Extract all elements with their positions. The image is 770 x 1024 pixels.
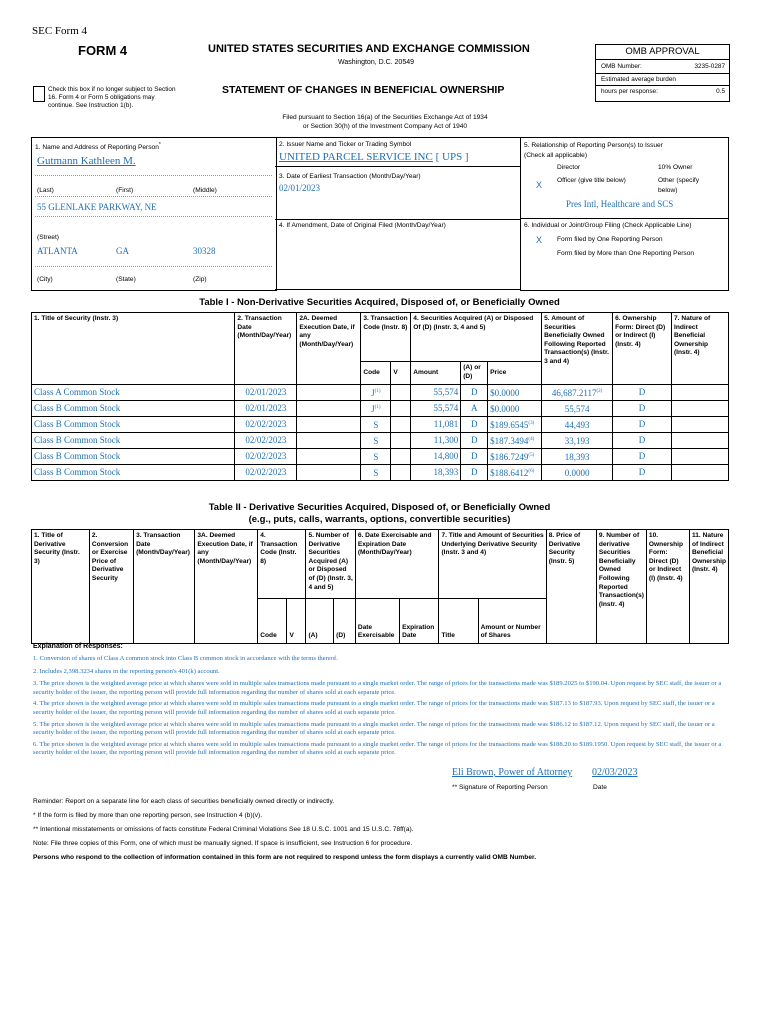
- cell-form-value: D: [638, 435, 646, 446]
- table-row: [32, 385, 729, 401]
- cell-code: [361, 417, 391, 433]
- t1-col-deemed: 2A. Deemed Execution Date, if any (Month/Day/Year): [297, 313, 361, 385]
- cell-owned-value: 46,687.2117: [551, 387, 597, 398]
- footer-reminder: Reminder: Report on a separate line for each class of securities beneficially owned directly or indirectly.: [33, 798, 335, 805]
- cell-owned: [542, 449, 613, 465]
- ten-pct-owner-label: 10% Owner: [658, 164, 693, 171]
- cell-price-value: $0.0000: [490, 387, 520, 398]
- street-label: (Street): [37, 234, 59, 241]
- note-3: 3. The price shown is the weighted average price at which shares were sold in multiple sales transactions made pursuant to a single market order. The range of prices for the transactions made was $189.2025 to $190.04. Upon request by SEC staff, the issuer or a security holder of the issuer, the reporting person will provide full information regarding the number of shares sold at each separate price.: [33, 680, 722, 696]
- cell-empty: [297, 449, 361, 465]
- sec-form-label: SEC Form 4: [32, 25, 88, 37]
- cell-form-value: D: [638, 419, 646, 430]
- cell-title: [32, 385, 235, 401]
- cell-price: [488, 401, 542, 417]
- omb-estimated-label: Estimated average burden: [601, 76, 676, 83]
- one-person-check-mark[interactable]: X: [536, 235, 543, 245]
- city-value: ATLANTA: [37, 246, 78, 256]
- cell-code: [361, 465, 391, 481]
- cell-empty: [297, 433, 361, 449]
- t1-col-nature: 7. Nature of Indirect Beneficial Ownership (Instr. 4): [671, 313, 728, 385]
- t1-col-title: 1. Title of Security (Instr. 3): [32, 313, 235, 385]
- table-2-title-line-1: Table II - Derivative Securities Acquired, Disposed of, or Beneficially Owned: [208, 502, 551, 513]
- cell-amount: [411, 433, 461, 449]
- cell-form: [613, 385, 672, 401]
- t2-col-form: 10. Ownership Form: Direct (D) or Indirect (I) (Instr. 4): [646, 530, 689, 644]
- t1-sub-code: Code: [361, 362, 391, 385]
- cell-owned: [542, 465, 613, 481]
- table-row: [32, 401, 729, 417]
- cell-title: [32, 417, 235, 433]
- statement-title: STATEMENT OF CHANGES IN BENEFICIAL OWNERSHIP: [222, 84, 505, 96]
- state-value: GA: [116, 246, 129, 256]
- cell-ad: [461, 385, 488, 401]
- footnote-ref: (5): [528, 452, 535, 458]
- cell-price: [488, 417, 542, 433]
- cell-price: [488, 433, 542, 449]
- footnote-ref: (6): [528, 468, 535, 474]
- cell-empty: [671, 433, 728, 449]
- table-1: [31, 312, 729, 481]
- t2-sub-v: V: [287, 599, 306, 644]
- t2-col-nature: 11. Nature of Indirect Beneficial Ownership (Instr. 4): [689, 530, 728, 644]
- cell-ad: [461, 401, 488, 417]
- footer-star-2: ** Intentional misstatements or omissions of facts constitute Federal Criminal Violations See 18 U.S.C. 1001 and 15 U.S.C. 78ff(a).: [33, 826, 414, 833]
- t1-sub-price: Price: [488, 362, 542, 385]
- footnote-ref: (1): [374, 388, 381, 394]
- note-6: 6. The price shown is the weighted average price at which shares were sold in multiple sales transactions made pursuant to a single market order. The range of prices for the transactions made was $188.20 to $189.1950. Upon request by SEC staff, the issuer or a security holder of the issuer, the reporting person will provide full information regarding the number of shares sold at each separate price.: [33, 740, 722, 757]
- other-label: Other (specify below): [658, 177, 700, 194]
- t1-col-date: 2. Transaction Date (Month/Day/Year): [235, 313, 297, 385]
- cell-date: [235, 433, 297, 449]
- cell-empty: [297, 401, 361, 417]
- cell-owned: [542, 433, 613, 449]
- date-label: Date: [593, 784, 607, 791]
- table-2-title: [31, 502, 728, 526]
- commission-title: UNITED STATES SECURITIES AND EXCHANGE COMMISSION: [208, 43, 530, 55]
- cell-empty: [671, 417, 728, 433]
- t2-sub-d: (D): [334, 599, 356, 644]
- cell-form: [613, 417, 672, 433]
- cell-date-value: 02/02/2023: [245, 451, 287, 462]
- cell-owned-value: 33,193: [564, 435, 590, 446]
- footer-persons: Persons who respond to the collection of information contained in this form are not required to respond unless the form displays a currently valid OMB Number.: [33, 854, 537, 861]
- signature-name: Eli Brown, Power of Attorney: [452, 767, 573, 778]
- t2-col-price: 8. Price of Derivative Security (Instr. 5): [546, 530, 596, 644]
- footer-note: Note: File three copies of this Form, one of which must be manually signed. If space is insufficient, see Instruction 6 for procedure.: [33, 840, 413, 847]
- cell-form-value: D: [638, 403, 646, 414]
- cell-form: [613, 449, 672, 465]
- cell-date: [235, 417, 297, 433]
- cell-form-value: D: [638, 467, 646, 478]
- cell-code-value: J: [371, 387, 375, 398]
- form-title: FORM 4: [78, 43, 128, 58]
- cell-price-value: $187.3494: [490, 435, 529, 446]
- reporting-person-name: Gutmann Kathleen M.: [37, 155, 136, 167]
- t1-sub-amount: Amount: [411, 362, 461, 385]
- cell-price-value: $188.6412: [490, 467, 529, 478]
- cell-title-value: Class A Common Stock: [34, 387, 120, 398]
- t2-sub-title: Title: [439, 599, 478, 644]
- city-label: (City): [37, 276, 53, 283]
- box-2-label: 2. Issuer Name and Ticker or Trading Symbol: [279, 141, 412, 148]
- cell-empty: [671, 385, 728, 401]
- cell-empty: [391, 417, 411, 433]
- cell-code: [361, 385, 391, 401]
- t2-col-underlying: 7. Title and Amount of Securities Underlying Derivative Security (Instr. 3 and 4): [439, 530, 546, 599]
- filed-pursuant: [200, 113, 570, 131]
- cell-empty: [297, 417, 361, 433]
- cell-owned-value: 55,574: [564, 403, 590, 414]
- footnote-ref: (1): [374, 404, 381, 410]
- t2-sub-code: Code: [258, 599, 287, 644]
- t2-col-owned: 9. Number of derivative Securities Beneficially Owned Following Reported Transaction(s) (Instr. 4): [596, 530, 646, 644]
- cell-code: [361, 401, 391, 417]
- cell-ad: [461, 417, 488, 433]
- omb-approval-box: [595, 44, 730, 102]
- cell-ad: [461, 449, 488, 465]
- note-1: 1. Conversion of shares of Class A common stock into Class B common stock in accordance with the terms thereof.: [33, 655, 338, 662]
- cell-ad-value: D: [470, 419, 478, 430]
- divider: [35, 216, 272, 217]
- earliest-transaction-date: 02/01/2023: [279, 183, 321, 193]
- cell-title: [32, 401, 235, 417]
- t1-col-securities: 4. Securities Acquired (A) or Disposed Of (D) (Instr. 3, 4 and 5): [411, 313, 542, 362]
- officer-label: Officer (give title below): [557, 177, 626, 184]
- cell-form-value: D: [638, 387, 646, 398]
- omb-hours-label: hours per response:: [601, 88, 658, 95]
- cell-amount: [411, 401, 461, 417]
- cell-code-value: S: [373, 467, 379, 478]
- cell-date: [235, 401, 297, 417]
- cell-form: [613, 433, 672, 449]
- cell-ad-value: D: [470, 467, 478, 478]
- footnote-ref: (2): [596, 388, 603, 394]
- table-row: [32, 465, 729, 481]
- more-persons-label: Form filed by More than One Reporting Person: [557, 250, 695, 257]
- cell-amount-value: 55,574: [433, 403, 459, 414]
- cell-empty: [671, 465, 728, 481]
- cell-date: [235, 385, 297, 401]
- officer-title: Pres Intl, Healthcare and SCS: [566, 199, 674, 209]
- footnote-ref: (4): [528, 436, 535, 442]
- cell-price-value: $189.6545: [490, 419, 529, 430]
- cell-ad: [461, 465, 488, 481]
- cell-code-value: S: [373, 435, 379, 446]
- omb-title: OMB APPROVAL: [596, 45, 729, 60]
- footnote-ref: (3): [528, 420, 535, 426]
- no-longer-subject-checkbox[interactable]: [33, 86, 45, 102]
- cell-title: [32, 433, 235, 449]
- divider: [35, 175, 272, 176]
- director-label: Director: [557, 164, 581, 171]
- last-label: (Last): [37, 187, 54, 194]
- cell-form: [613, 465, 672, 481]
- cell-code: [361, 449, 391, 465]
- omb-number-value: 3235-0287: [694, 63, 725, 70]
- cell-title-value: Class B Common Stock: [34, 419, 121, 430]
- divider: [35, 196, 272, 197]
- cell-empty: [671, 401, 728, 417]
- cell-code-value: J: [371, 403, 375, 414]
- cell-empty: [297, 465, 361, 481]
- cell-empty: [391, 433, 411, 449]
- explanation-heading: Explanation of Responses:: [33, 643, 123, 650]
- cell-amount-value: 11,300: [433, 435, 459, 446]
- t2-col-deemed: 3A. Deemed Execution Date, if any (Month/Day/Year): [195, 530, 258, 644]
- cell-empty: [391, 385, 411, 401]
- cell-title-value: Class B Common Stock: [34, 435, 121, 446]
- t2-col-date: 3. Transaction Date (Month/Day/Year): [134, 530, 195, 644]
- cell-date: [235, 465, 297, 481]
- filed-pursuant-line-1: Filed pursuant to Section 16(a) of the Securities Exchange Act of 1934: [282, 114, 488, 121]
- cell-owned-value: 44,493: [564, 419, 590, 430]
- cell-price: [488, 449, 542, 465]
- t2-sub-exp: Expiration Date: [400, 599, 439, 644]
- t2-sub-date-ex: Date Exercisable: [355, 599, 399, 644]
- cell-date-value: 02/02/2023: [245, 419, 287, 430]
- cell-amount-value: 14,800: [433, 451, 459, 462]
- t2-col-title: 1. Title of Derivative Security (Instr. 3): [32, 530, 90, 644]
- t2-col-number: 5. Number of Derivative Securities Acquired (A) or Disposed of (D) (Instr. 3, 4 and 5): [306, 530, 355, 599]
- t2-sub-a: (A): [306, 599, 334, 644]
- cell-ad-value: A: [470, 403, 478, 414]
- cell-amount-value: 11,081: [433, 419, 459, 430]
- cell-code: [361, 433, 391, 449]
- t2-col-exercisable: 6. Date Exercisable and Expiration Date (Month/Day/Year): [355, 530, 439, 599]
- signature-date: 02/03/2023: [592, 767, 638, 778]
- cell-date-value: 02/01/2023: [245, 387, 287, 398]
- t2-col-code: 4. Transaction Code (Instr. 8): [258, 530, 306, 599]
- footer: [33, 797, 733, 862]
- footer-star-1: * If the form is filed by more than one reporting person, see Instruction 4 (b)(v).: [33, 812, 263, 819]
- box-3-label: 3. Date of Earliest Transaction (Month/Day/Year): [279, 173, 421, 180]
- cell-price: [488, 465, 542, 481]
- omb-hours-value: 0.5: [716, 88, 725, 95]
- cell-amount: [411, 449, 461, 465]
- issuer-name: UNITED PARCEL SERVICE INC [ UPS ]: [279, 151, 469, 163]
- t1-sub-ad: (A) or (D): [461, 362, 488, 385]
- cell-form-value: D: [638, 451, 646, 462]
- middle-label: (Middle): [193, 187, 217, 194]
- cell-price-value: $0.0000: [490, 403, 520, 414]
- t2-sub-amount: Amount or Number of Shares: [478, 599, 546, 644]
- one-person-label: Form filed by One Reporting Person: [557, 236, 663, 243]
- street-value: 55 GLENLAKE PARKWAY, NE: [37, 202, 157, 212]
- cell-date-value: 02/01/2023: [245, 403, 287, 414]
- t2-col-conversion: 2. Conversion or Exercise Price of Derivative Security: [89, 530, 133, 644]
- box-1-label: 1. Name and Address of Reporting Person*: [35, 142, 161, 152]
- checkbox-text: Check this box if no longer subject to Section 16. Form 4 or Form 5 obligations may continue. See Instruction 1(b).: [48, 86, 176, 109]
- cell-ad-value: D: [470, 435, 478, 446]
- cell-title: [32, 449, 235, 465]
- note-2: 2. Includes 2,398.3234 shares in the reporting person's 401(k) account.: [33, 667, 220, 675]
- cell-code-value: S: [373, 419, 379, 430]
- cell-date-value: 02/02/2023: [245, 467, 287, 478]
- cell-owned: [542, 401, 613, 417]
- table-row: [32, 433, 729, 449]
- state-label: (State): [116, 276, 136, 283]
- cell-amount: [411, 385, 461, 401]
- divider: [275, 166, 520, 167]
- cell-date: [235, 449, 297, 465]
- cell-amount-value: 18,393: [433, 467, 459, 478]
- note-4: 4. The price shown is the weighted average price at which shares were sold in multiple sales transactions made pursuant to a single market order. The range of prices for the transactions made was $187.13 to $187.93. Upon request by SEC staff, the issuer or a security holder of the issuer, the reporting person will provide full information regarding the number of shares sold at each separate price.: [33, 700, 715, 716]
- table-1-title: Table I - Non-Derivative Securities Acquired, Disposed of, or Beneficially Owned: [199, 297, 560, 308]
- divider: [35, 266, 272, 267]
- omb-number-label: OMB Number:: [601, 63, 642, 70]
- cell-form: [613, 401, 672, 417]
- note-5: 5. The price shown is the weighted average price at which shares were sold in multiple sales transactions made pursuant to a single market order. The range of prices for the transactions made was $186.12 to $187.12. Upon request by SEC staff, the issuer or a security holder of the issuer, the reporting person will provide full information regarding the number of shares sold at each separate price.: [33, 720, 715, 737]
- t1-col-amount-owned: 5. Amount of Securities Beneficially Owned Following Reported Transaction(s) (Instr. 3 and 4): [542, 313, 613, 385]
- first-label: (First): [116, 187, 134, 194]
- box-4-label: 4. If Amendment, Date of Original Filed (Month/Day/Year): [279, 222, 446, 229]
- filed-pursuant-line-2: or Section 30(h) of the Investment Company Act of 1940: [302, 123, 468, 130]
- cell-owned-value: 0.0000: [564, 467, 590, 478]
- cell-price: [488, 385, 542, 401]
- signature-label: ** Signature of Reporting Person: [452, 784, 548, 791]
- zip-label: (Zip): [193, 276, 207, 283]
- cell-price-value: $186.7249: [490, 451, 529, 462]
- cell-empty: [391, 449, 411, 465]
- cell-owned-value: 18,393: [564, 451, 590, 462]
- cell-amount-value: 55,574: [433, 387, 459, 398]
- cell-owned: [542, 385, 613, 401]
- table-2-title-line-2: (e.g., puts, calls, warrants, options, convertible securities): [248, 514, 511, 525]
- cell-empty: [391, 465, 411, 481]
- cell-title-value: Class B Common Stock: [34, 467, 121, 478]
- cell-title: [32, 465, 235, 481]
- cell-empty: [297, 385, 361, 401]
- zip-value: 30328: [193, 246, 216, 256]
- cell-date-value: 02/02/2023: [245, 435, 287, 446]
- cell-ad-value: D: [470, 451, 478, 462]
- cell-ad: [461, 433, 488, 449]
- t1-col-ownership-form: 6. Ownership Form: Direct (D) or Indirect (I) (Instr. 4): [613, 313, 672, 385]
- cell-ad-value: D: [470, 387, 478, 398]
- commission-location: Washington, D.C. 20549: [338, 59, 415, 66]
- cell-owned: [542, 417, 613, 433]
- explanation-notes: [33, 655, 728, 758]
- cell-code-value: S: [373, 451, 379, 462]
- table-2: [31, 529, 729, 644]
- box-5-label: 5. Relationship of Reporting Person(s) to Issuer (Check all applicable): [524, 142, 663, 159]
- officer-check-mark[interactable]: X: [536, 180, 543, 190]
- cell-empty: [391, 401, 411, 417]
- t1-col-code: 3. Transaction Code (Instr. 8): [361, 313, 411, 362]
- cell-title-value: Class B Common Stock: [34, 451, 121, 462]
- box-6-label: 6. Individual or Joint/Group Filing (Check Applicable Line): [524, 222, 692, 229]
- cell-empty: [671, 449, 728, 465]
- table-row: [32, 417, 729, 433]
- table-row: [32, 449, 729, 465]
- cell-amount: [411, 417, 461, 433]
- cell-amount: [411, 465, 461, 481]
- cell-title-value: Class B Common Stock: [34, 403, 121, 414]
- t1-sub-v: V: [391, 362, 411, 385]
